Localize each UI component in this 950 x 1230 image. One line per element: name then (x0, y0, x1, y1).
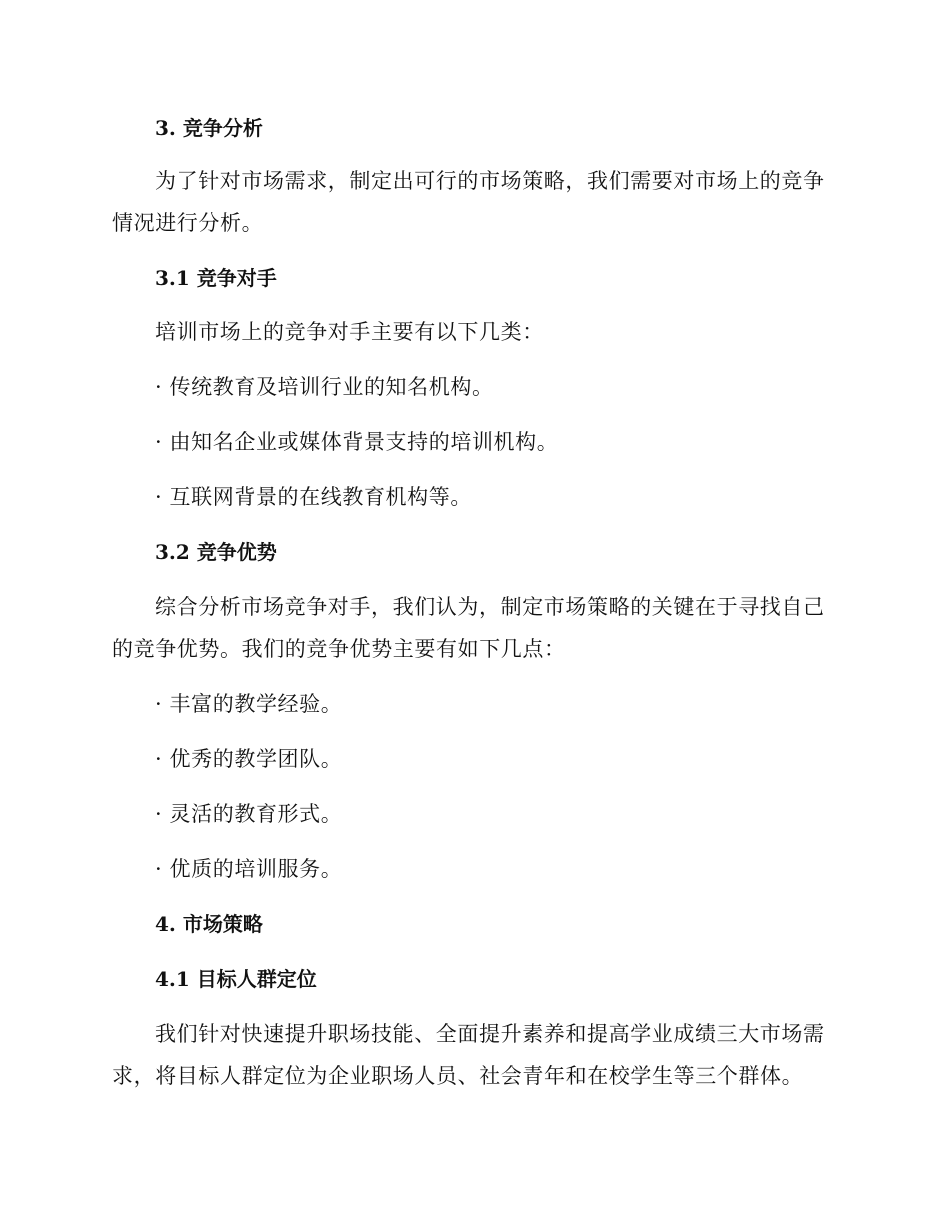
bullet-item: · 丰富的教学经验。 (155, 692, 343, 716)
subsection-heading-competitors: 3.1 竞争对手 (155, 266, 277, 290)
section-heading-market-strategy: 4. 市场策略 (155, 912, 263, 936)
bullet-item: · 灵活的教育形式。 (155, 802, 343, 826)
bullet-item: · 互联网背景的在线教育机构等。 (155, 485, 472, 509)
subsection-heading-competitive-advantage: 3.2 竞争优势 (155, 540, 277, 564)
paragraph-line: 我们针对快速提升职场技能、全面提升素养和提高学业成绩三大市场需 (155, 1022, 825, 1046)
bullet-item: · 由知名企业或媒体背景支持的培训机构。 (155, 430, 559, 454)
bullet-item: · 传统教育及培训行业的知名机构。 (155, 375, 494, 399)
subsection-heading-target-audience: 4.1 目标人群定位 (155, 967, 317, 991)
section-heading-competition-analysis: 3. 竞争分析 (155, 116, 263, 140)
bullet-item: · 优秀的教学团队。 (155, 747, 343, 771)
paragraph-line: 的竞争优势。我们的竞争优势主要有如下几点： (112, 637, 566, 661)
paragraph-line: 为了针对市场需求，制定出可行的市场策略，我们需要对市场上的竞争 (155, 169, 825, 193)
paragraph-line: 综合分析市场竞争对手，我们认为，制定市场策略的关键在于寻找自己 (155, 595, 825, 619)
bullet-item: · 优质的培训服务。 (155, 857, 343, 881)
paragraph-line: 情况进行分析。 (112, 211, 264, 235)
paragraph-line: 培训市场上的竞争对手主要有以下几类： (155, 320, 544, 344)
paragraph-line: 求，将目标人群定位为企业职场人员、社会青年和在校学生等三个群体。 (112, 1064, 804, 1088)
